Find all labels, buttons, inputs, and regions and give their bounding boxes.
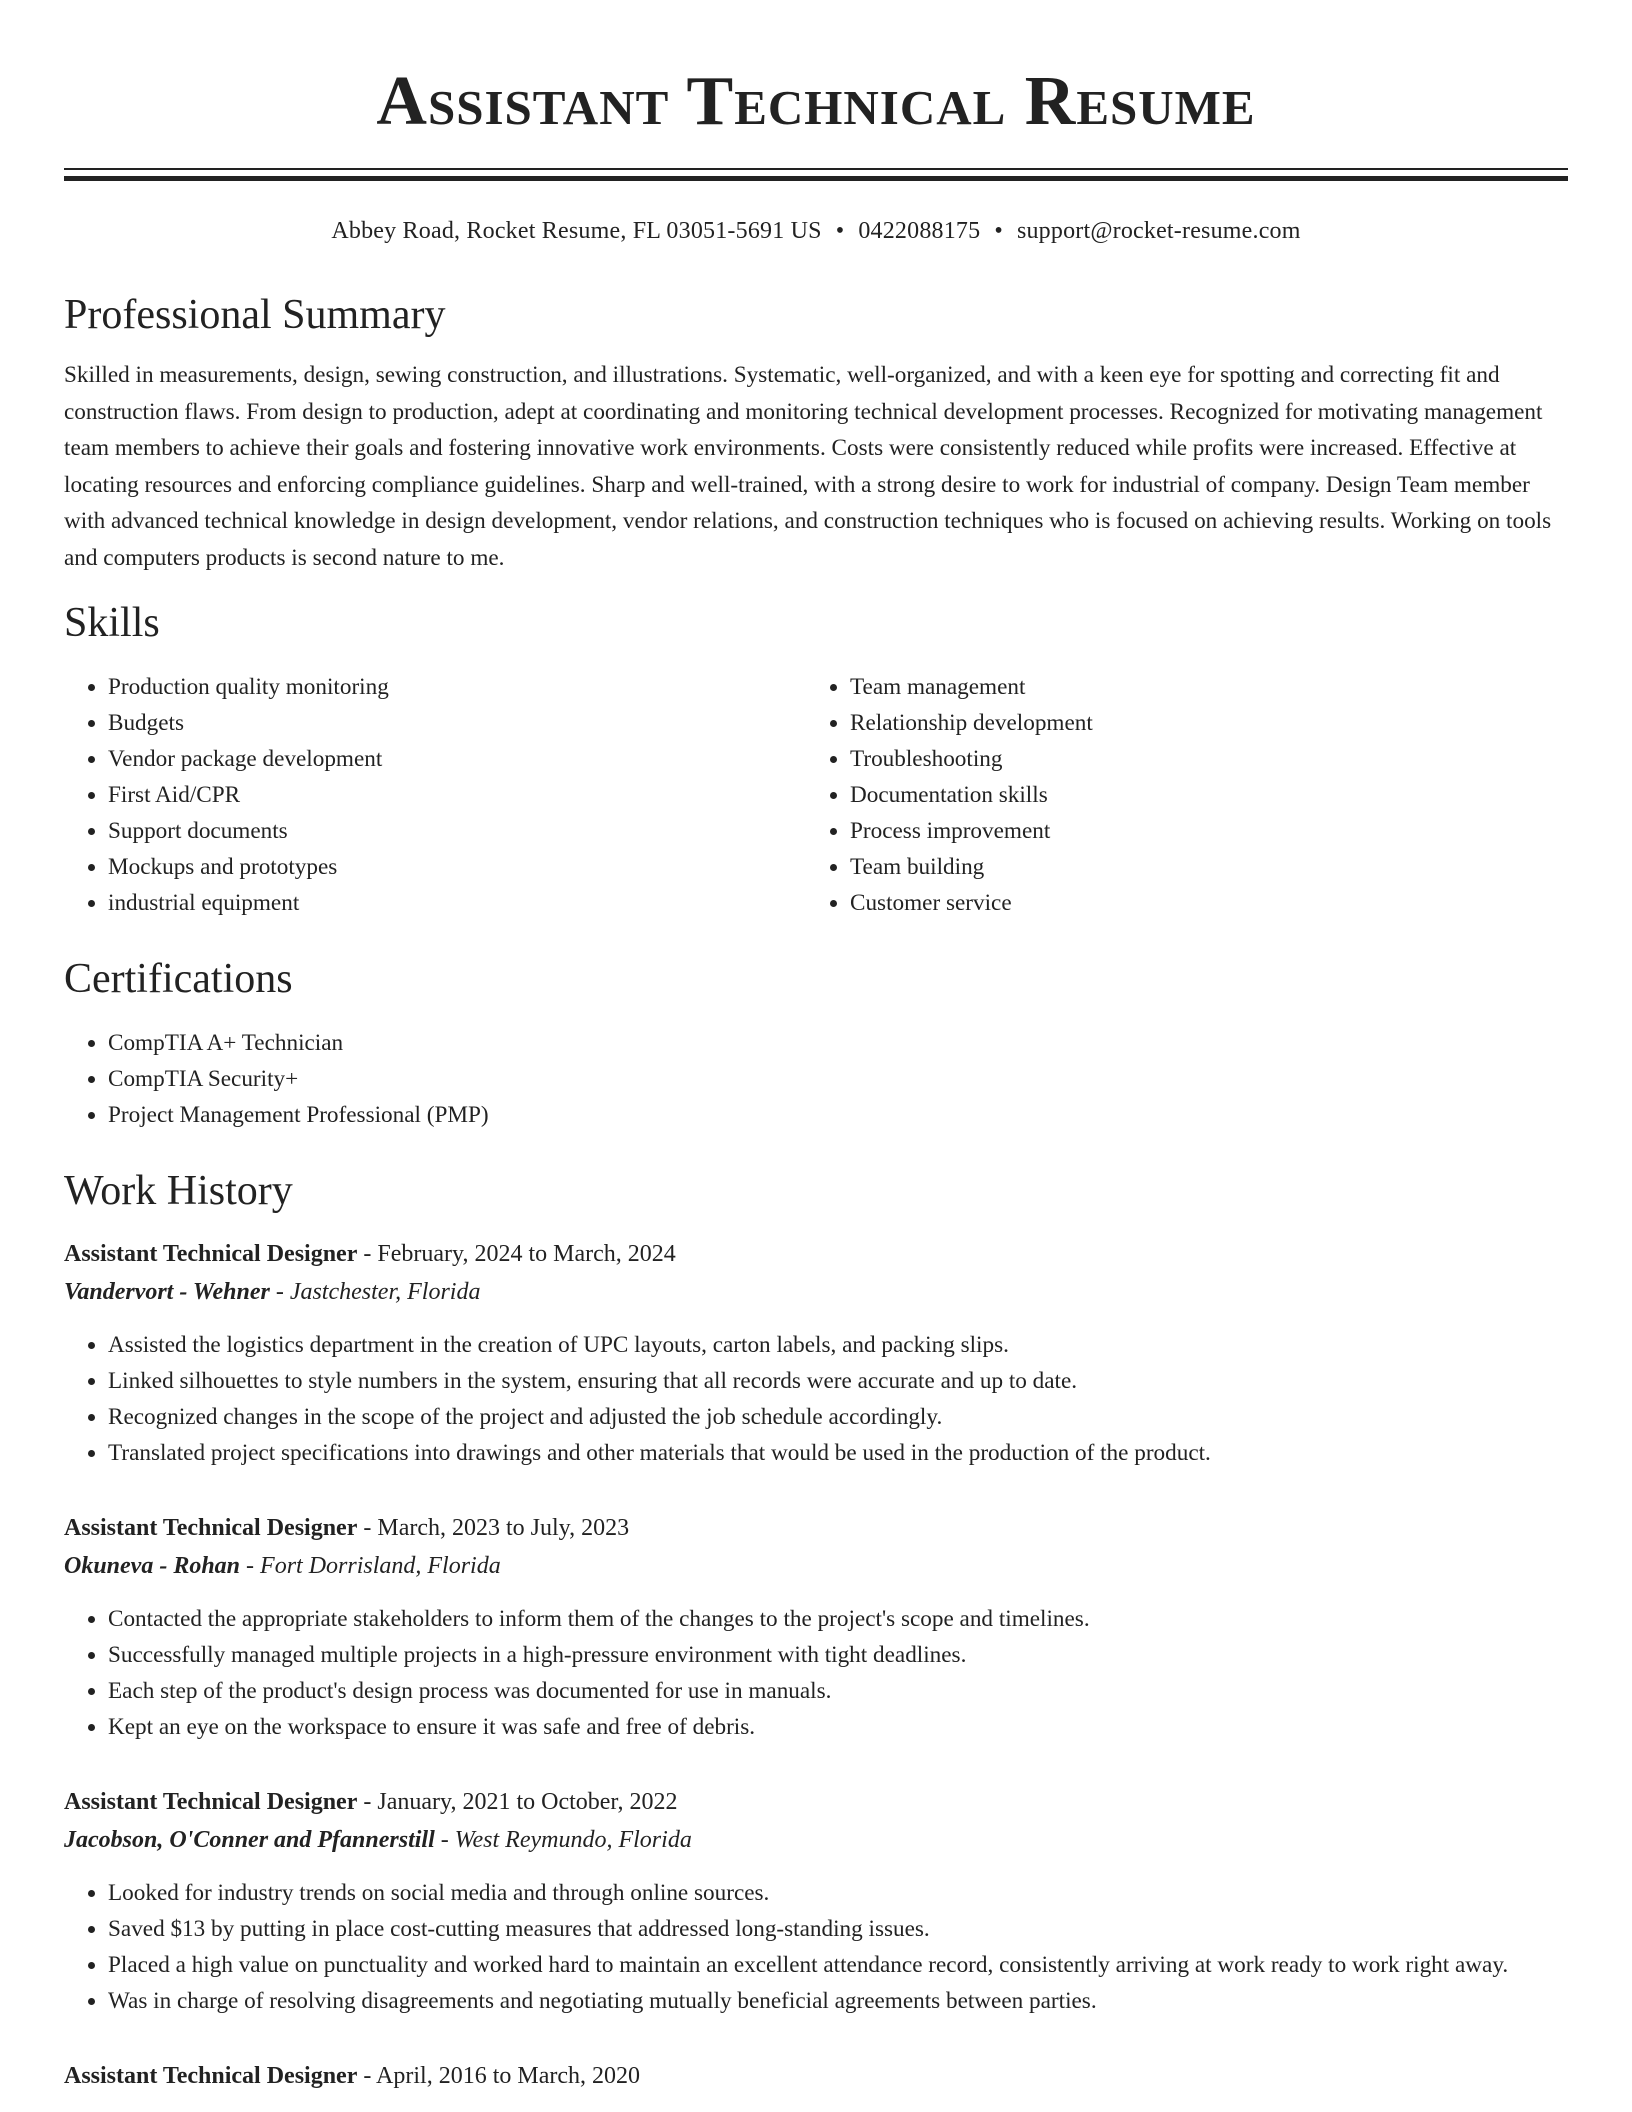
job-bullet: • Recognized changes in the scope of the project and adjusted the job schedule accordingly. bbox=[108, 1399, 1568, 1435]
job-bullet: • Assisted the logistics department in the creation of UPC layouts, carton labels, and packing slips. bbox=[108, 1327, 1568, 1363]
job-role: Assistant Technical Designer bbox=[64, 1788, 358, 1815]
skill-item: • Relationship development bbox=[850, 705, 1548, 741]
job-bullet: • Looked for industry trends on social media and through online sources. bbox=[108, 1875, 1568, 1911]
job-company: Okuneva - Rohan bbox=[64, 1552, 241, 1579]
title-divider-thin bbox=[64, 168, 1568, 170]
job-company: Jacobson, O'Conner and Pfannerstill bbox=[64, 1826, 435, 1853]
job-bullet: • Successfully managed multiple projects in a high-pressure environment with tight deadlines. bbox=[108, 1637, 1568, 1673]
summary-heading: Professional Summary bbox=[64, 292, 446, 338]
job-role: Assistant Technical Designer bbox=[64, 2062, 358, 2089]
certification-item: • Project Management Professional (PMP) bbox=[108, 1097, 1568, 1133]
skill-item: • Budgets bbox=[108, 705, 806, 741]
job-location: West Reymundo, Florida bbox=[454, 1826, 692, 1853]
job-company: Vandervort - Wehner bbox=[64, 1278, 270, 1305]
job-company-line bbox=[64, 1273, 1568, 1311]
skills-list-right bbox=[806, 669, 1548, 921]
job-entry bbox=[64, 1783, 1568, 2019]
contact-address: Abbey Road, Rocket Resume, FL 03051-5691 US bbox=[331, 218, 822, 244]
summary-text: Skilled in measurements, design, sewing construction, and illustrations. Systematic, well-organized, and with a keen eye for spotting and correcting fit and construction flaws. From design to production, adept at coordinating and monitoring technical development processes. Recognized for motivating management team members to achieve their goals and fostering innovative work environments. Costs were consistently reduced while profits were increased. Effective at locating resources and enforcing compliance guidelines. Sharp and well-trained, with a strong desire to work for industrial of company. Design Team member with advanced technical knowledge in design development, vendor relations, and construction techniques who is focused on achieving results. Working on tools and computers products is second nature to me. bbox=[64, 362, 1552, 571]
resume-content bbox=[64, 0, 1568, 2095]
contact-line bbox=[64, 215, 1568, 247]
resume-title: Assistant Technical Resume bbox=[376, 63, 1256, 140]
contact-phone: 0422088175 bbox=[858, 218, 981, 244]
job-entry bbox=[64, 2057, 1568, 2095]
job-bullets bbox=[64, 1601, 1568, 1745]
job-bullets bbox=[64, 1327, 1568, 1471]
job-location: Jastchester, Florida bbox=[289, 1278, 481, 1305]
job-entry bbox=[64, 1235, 1568, 1471]
skill-item: • Vendor package development bbox=[108, 741, 806, 777]
job-dash: - bbox=[357, 1240, 378, 1267]
skills-column-right bbox=[806, 669, 1548, 921]
job-bullet: • Contacted the appropriate stakeholders to inform them of the changes to the project's scope and timelines. bbox=[108, 1601, 1568, 1637]
job-dates: January, 2021 to October, 2022 bbox=[377, 1788, 678, 1815]
job-bullet: • Linked silhouettes to style numbers in the system, ensuring that all records were accurate and up to date. bbox=[108, 1363, 1568, 1399]
certifications-heading: Certifications bbox=[64, 955, 293, 1002]
job-entry bbox=[64, 1509, 1568, 1745]
work-history-heading: Work History bbox=[64, 1167, 293, 1214]
skill-item: • Team building bbox=[850, 849, 1548, 885]
job-dash: - bbox=[357, 1788, 378, 1815]
work-history-section bbox=[64, 1163, 1568, 2095]
title-divider-thick bbox=[64, 176, 1568, 181]
job-role: Assistant Technical Designer bbox=[64, 1514, 358, 1541]
skill-item: • Production quality monitoring bbox=[108, 669, 806, 705]
job-title-line bbox=[64, 1509, 1568, 1547]
job-dates: April, 2016 to March, 2020 bbox=[376, 2062, 640, 2089]
job-dash: - bbox=[240, 1552, 261, 1579]
job-dates: March, 2023 to July, 2023 bbox=[377, 1514, 630, 1541]
skill-item: • First Aid/CPR bbox=[108, 777, 806, 813]
certification-item: • CompTIA Security+ bbox=[108, 1061, 1568, 1097]
job-bullets bbox=[64, 1875, 1568, 2019]
job-bullet: • Kept an eye on the workspace to ensure it was safe and free of debris. bbox=[108, 1709, 1568, 1745]
job-bullet: • Translated project specifications into drawings and other materials that would be used in the production of the product. bbox=[108, 1435, 1568, 1471]
skills-column-left bbox=[64, 669, 806, 921]
skill-item: • Mockups and prototypes bbox=[108, 849, 806, 885]
skills-section bbox=[64, 595, 1568, 921]
job-dash: - bbox=[357, 2062, 377, 2089]
contact-separator: • bbox=[835, 218, 845, 244]
job-dash: - bbox=[434, 1826, 455, 1853]
skill-item: • industrial equipment bbox=[108, 885, 806, 921]
skill-item: • Documentation skills bbox=[850, 777, 1548, 813]
job-bullet: • Saved $13 by putting in place cost-cutting measures that addressed long-standing issues. bbox=[108, 1911, 1568, 1947]
skills-heading: Skills bbox=[64, 599, 160, 646]
summary-section bbox=[64, 287, 1568, 577]
job-bullet: • Placed a high value on punctuality and worked hard to maintain an excellent attendance record, consistently arriving at work ready to work right away. bbox=[108, 1947, 1568, 1983]
skill-item: • Process improvement bbox=[850, 813, 1548, 849]
job-dash: - bbox=[357, 1514, 378, 1541]
job-role: Assistant Technical Designer bbox=[64, 1240, 358, 1267]
skill-item: • Troubleshooting bbox=[850, 741, 1548, 777]
job-title-line bbox=[64, 1235, 1568, 1273]
job-title-line bbox=[64, 1783, 1568, 1821]
certifications-section bbox=[64, 951, 1568, 1133]
job-title-line bbox=[64, 2057, 1568, 2095]
job-bullet: • Was in charge of resolving disagreements and negotiating mutually beneficial agreements between parties. bbox=[108, 1983, 1568, 2019]
job-company-line bbox=[64, 1547, 1568, 1585]
skills-list-left bbox=[64, 669, 806, 921]
skill-item: • Support documents bbox=[108, 813, 806, 849]
contact-email: support@rocket-resume.com bbox=[1016, 218, 1301, 244]
skill-item: • Team management bbox=[850, 669, 1548, 705]
job-bullet: • Each step of the product's design process was documented for use in manuals. bbox=[108, 1673, 1568, 1709]
job-dash: - bbox=[269, 1278, 290, 1305]
job-company-line bbox=[64, 1821, 1568, 1859]
skill-item: • Customer service bbox=[850, 885, 1548, 921]
job-dates: February, 2024 to March, 2024 bbox=[377, 1240, 676, 1267]
skills-columns bbox=[64, 669, 1568, 921]
job-location: Fort Dorrisland, Florida bbox=[260, 1552, 501, 1579]
certifications-list bbox=[64, 1025, 1568, 1133]
certification-item: • CompTIA A+ Technician bbox=[108, 1025, 1568, 1061]
contact-separator: • bbox=[994, 218, 1003, 244]
